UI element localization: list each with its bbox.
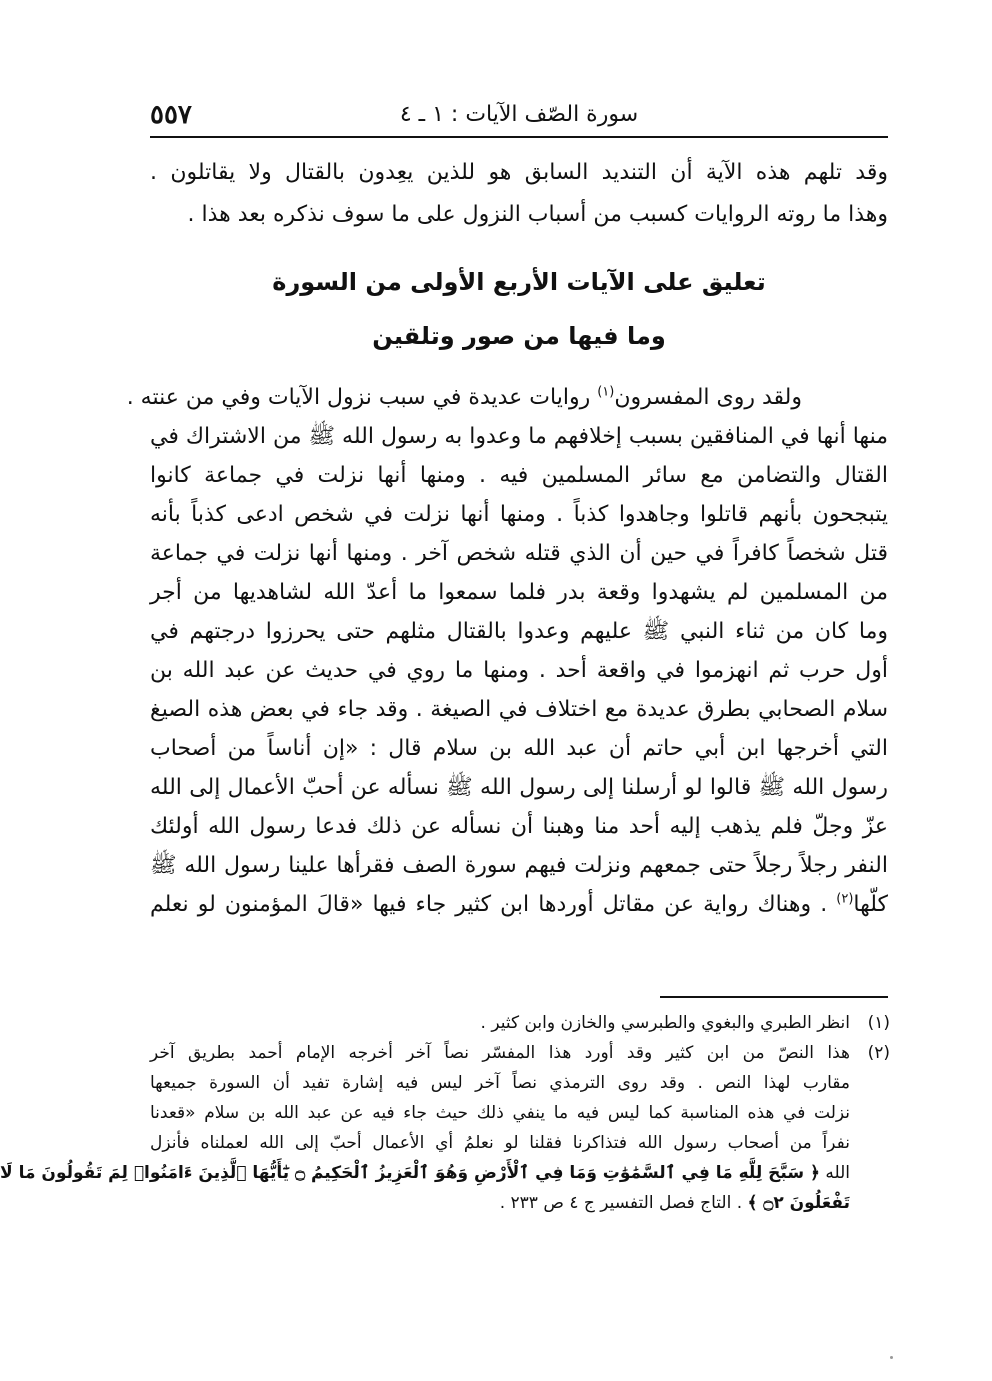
footnote-line: مقارب لهذا النص . وقد روى الترمذي نصاً آخر ليس فيه إشارة تفيد أن السورة جميعها [150,1073,850,1093]
body-line: رسول الله ﷺ قالوا لو أرسلنا إلى رسول الله ﷺ نسأله عن أحبّ الأعمال إلى الله [150,775,888,800]
quran-verse: ﴿ سَبَّحَ لِلَّهِ مَا فِي ٱلسَّمَٰوَٰتِ وَمَا فِي ٱلْأَرْضِ وَهُوَ ٱلْعَزِيزُ ٱلْحَكِيمُ ۝ يَٰٓأَيُّهَا ٱلَّذِينَ ءَامَنُوا۟ لِمَ تَقُولُونَ مَا لَا [0,1163,820,1183]
body-text: روايات عديدة في سبب نزول الآيات وفي من عنته . [126,385,598,410]
footnote-line: نفراً من أصحاب رسول الله فتذاكرنا فقلنا لو نعلمُ أي الأعمال أحبّ إلى الله لعملناه فأنزل [150,1133,850,1153]
footnote-line: هذا النصّ من ابن كثير وقد أورد هذا المفسّر نصاً آخر أخرجه الإمام أحمد بطريق آخر [150,1043,850,1063]
intro-paragraph [150,152,888,236]
body-line: من المسلمين لم يشهدوا وقعة بدر فلما سمعوا ما أعدّ الله لشاهديها من أجر [150,580,888,605]
footnote-text: الله [819,1163,850,1183]
intro-line: وهذا ما روته الروايات كسبب من أسباب النزول على ما سوف نذكره بعد هذا . [187,202,888,227]
body-line: يتبجحون بأنهم قاتلوا وجاهدوا كذباً . ومنها أنها نزلت في شخص ادعى كذباً بأنه [150,502,888,527]
running-title: سورة الصّف الآيات : ١ ـ ٤ [399,102,639,127]
body-line: النفر رجلاً رجلاً حتى جمعهم ونزلت فيهم سورة الصف فقرأها علينا رسول الله ﷺ [150,853,888,878]
body-line: وما كان من ثناء النبي ﷺ عليهم وعدوا بالقتال مثلهم حتى يحرزوا درجتهم في [150,619,888,644]
footnote-ref: (٢) [836,891,854,907]
footnotes [0,1008,890,1218]
page-number: ٥٥٧ [150,100,192,130]
body-line: عزّ وجلّ فلم يذهب إليه أحد منا وهبنا أن نسأله عن ذلك فدعا رسول الله أولئك [150,814,888,839]
body-line: سلام الصحابي بطرق عديدة مع اختلاف في الصيغة . وقد جاء في بعض هذه الصيغ [150,697,888,722]
footnote-2 [0,1038,890,1218]
footnote-line [150,1188,850,1218]
scan-speck [890,1356,893,1359]
intro-line: وقد تلهم هذه الآية أن التنديد السابق هو للذين يعِدون بالقتال ولا يقاتلون . [150,160,888,185]
body-text: ولقد روى المفسرون [614,385,802,410]
body-line: أول حرب ثم انهزموا في واقعة أحد . ومنها ما روي في حديث عن عبد الله بن [150,658,888,683]
quran-verse-end: تَفْعَلُونَ ۝٢ ﴾ [747,1193,850,1213]
footnote-citation: . التاج فصل التفسير ج ٤ ص ٢٣٣ . [499,1193,748,1213]
body-text: . وهناك رواية عن مقاتل أوردها ابن كثير جاء فيها «قالَ المؤمنون لو نعلم [150,892,837,917]
footnote-marker: (١) [867,1013,890,1033]
body-line: منها أنها في المنافقين بسبب إخلافهم ما وعدوا به رسول الله ﷺ من الاشتراك في [150,424,888,449]
footnote-ref: (١) [597,384,615,400]
body-line: التي أخرجها ابن أبي حاتم أن عبد الله بن سلام قال : «إن أناساً من أصحاب [150,736,888,761]
footnote-divider [660,996,888,998]
body-text: كلّها [853,892,888,917]
body-line [150,885,888,924]
footnote-marker: (٢) [867,1043,890,1063]
body-line [126,378,888,417]
section-subheading: وما فيها من صور وتلقين [372,322,666,350]
body-line: القتال والتضامن مع سائر المسلمين فيه . ومنها أنها نزلت في جماعة كانوا [150,463,888,488]
section-heading: تعليق على الآيات الأربع الأولى من السورة [272,268,766,296]
body-line: قتل شخصاً كافراً في حين أن الذي قتله شخص آخر . ومنها أنها نزلت في جماعة [150,541,888,566]
footnote-1 [150,1008,890,1038]
footnote-line: انظر الطبري والبغوي والطبرسي والخازن وابن كثير . [480,1013,850,1033]
body-paragraph [126,378,888,924]
footnote-verse-line [0,1158,850,1188]
footnote-line: نزلت في هذه المناسبة كما ليس فيه ما ينفي ذلك حيث جاء فيه عن عبد الله بن سلام «قعدنا [150,1103,850,1123]
page-header [150,96,888,138]
